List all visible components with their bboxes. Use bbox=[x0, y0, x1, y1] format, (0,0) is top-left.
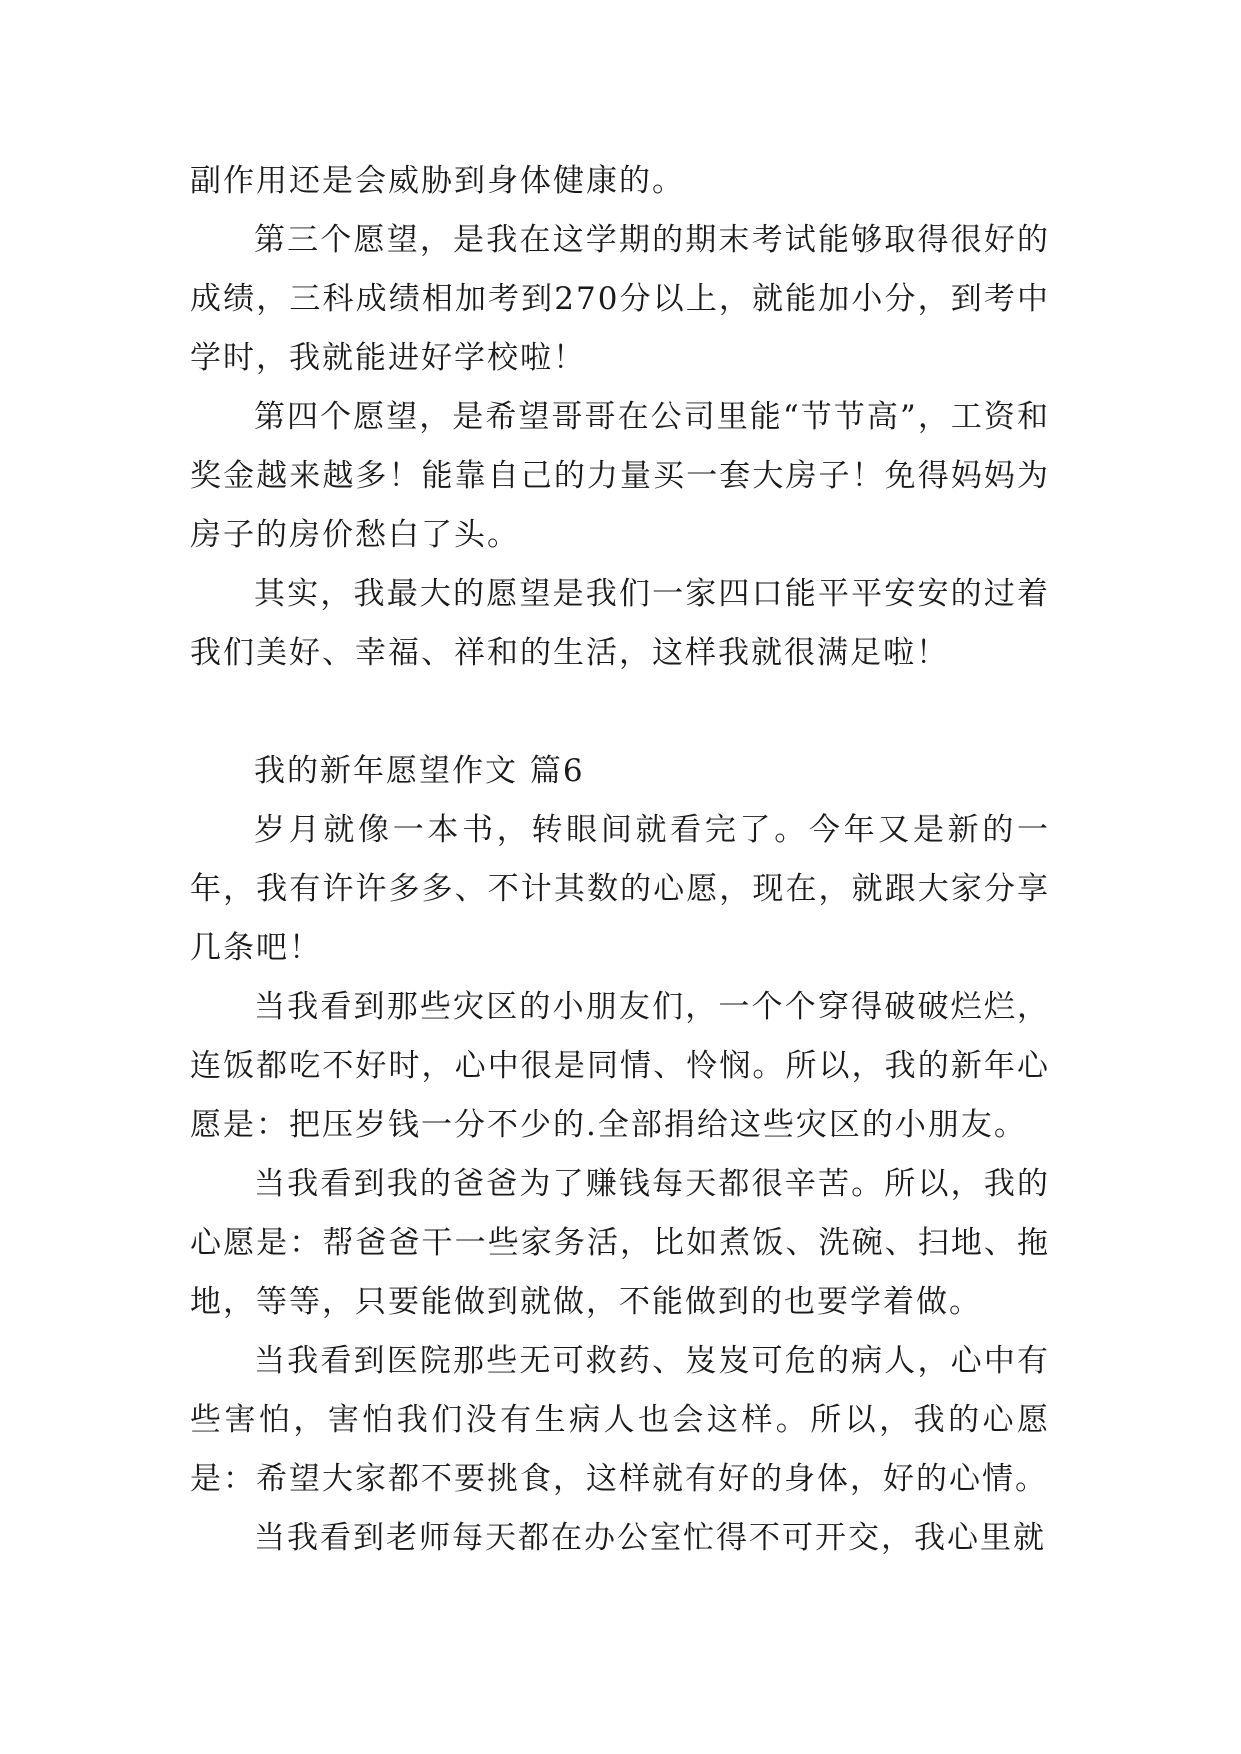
paragraph-disaster-area: 当我看到那些灾区的小朋友们，一个个穿得破破烂烂，连饭都吃不好时，心中很是同情、怜悯。所以，我的新年心愿是：把压岁钱一分不少的.全部捐给这些灾区的小朋友。 bbox=[190, 989, 1050, 1143]
paragraph-third-wish: 第三个愿望，是我在这学期的期末考试能够取得很好的成绩，三科成绩相加考到270分以上，就能加小分，到考中学时，我就能进好学校啦！ bbox=[190, 222, 1050, 376]
paragraph-continuation: 副作用还是会威胁到身体健康的。 bbox=[190, 163, 685, 199]
paragraph-father: 当我看到我的爸爸为了赚钱每天都很辛苦。所以，我的心愿是：帮爸爸干一些家务活，比如煮饭、洗碗、扫地、拖地，等等，只要能做到就做，不能做到的也要学着做。 bbox=[190, 1166, 1050, 1320]
paragraph-biggest-wish: 其实，我最大的愿望是我们一家四口能平平安安的过着我们美好、幸福、祥和的生活，这样我就很满足啦！ bbox=[190, 576, 1050, 671]
paragraph-teacher: 当我看到老师每天都在办公室忙得不可开交，我心里就 bbox=[254, 1520, 1046, 1556]
paragraph-hospital: 当我看到医院那些无可救药、岌岌可危的病人，心中有些害怕，害怕我们没有生病人也会这样。所以，我的心愿是：希望大家都不要挑食，这样就有好的身体，好的心情。 bbox=[190, 1343, 1050, 1497]
section-title: 我的新年愿望作文 篇6 bbox=[254, 753, 585, 789]
section-spacer bbox=[190, 683, 1050, 742]
paragraph-fourth-wish: 第四个愿望，是希望哥哥在公司里能“节节高”，工资和奖金越来越多！能靠自己的力量买一套大房子！免得妈妈为房子的房价愁白了头。 bbox=[190, 399, 1050, 553]
document-body bbox=[190, 152, 1050, 1568]
paragraph-intro: 岁月就像一本书，转眼间就看完了。今年又是新的一年，我有许许多多、不计其数的心愿，现在，就跟大家分享几条吧！ bbox=[190, 812, 1050, 966]
